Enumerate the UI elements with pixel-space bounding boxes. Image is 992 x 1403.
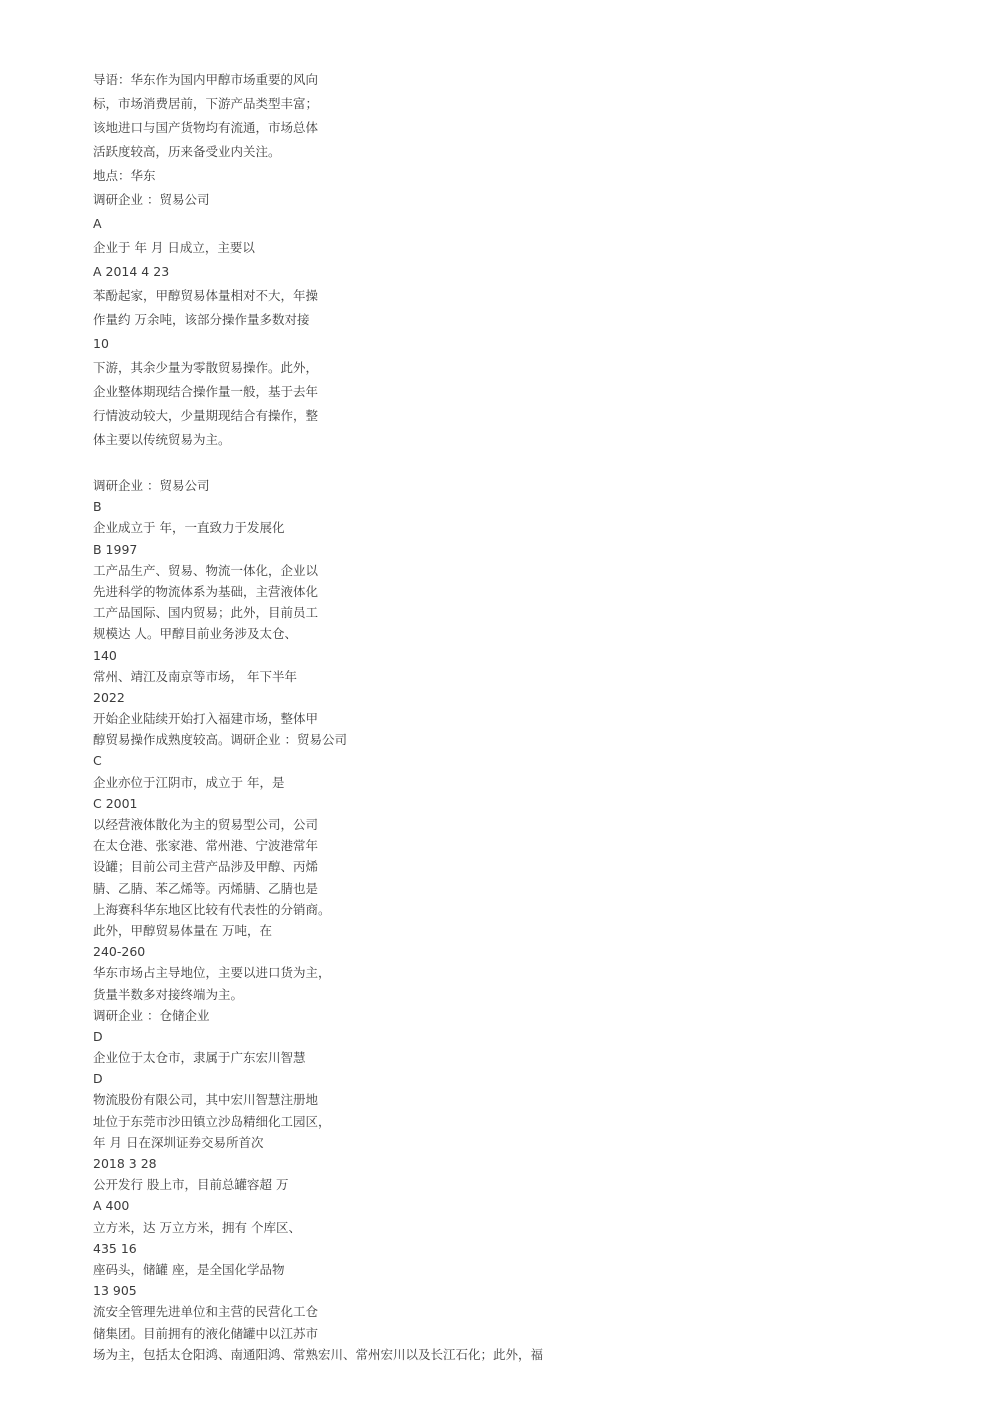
- section-company-b-c-d: [93, 475, 613, 1365]
- section-intro-company-a: [93, 68, 613, 452]
- text-line: 常州、靖江及南京等市场， 年下半年: [93, 668, 297, 684]
- text-line: 企业亦位于江阴市，成立于 年，是: [93, 774, 285, 790]
- text-line: 场为主，包括太仓阳鸿、南通阳鸿、常熟宏川、常州宏川以及长江石化；此外，福: [93, 1346, 544, 1362]
- text-line: 苯酚起家，甲醇贸易体量相对不大，年操: [93, 288, 319, 303]
- text-line: 开始企业陆续开始打入福建市场，整体甲: [93, 711, 319, 727]
- text-line: A 400: [93, 1198, 130, 1214]
- text-line: 醇贸易操作成熟度较高。调研企业 ：贸易公司: [93, 732, 347, 748]
- text-line: 调研企业 ：贸易公司: [93, 478, 210, 493]
- text-line: 活跃度较高，历来备受业内关注。: [93, 144, 281, 159]
- text-line: 腈、乙腈、苯乙烯等。丙烯腈、乙腈也是: [93, 880, 319, 896]
- text-line: 立方米，达 万立方米，拥有 个库区、: [93, 1219, 301, 1235]
- text-line: B 1997: [93, 541, 138, 557]
- text-line: 座码头，储罐 座，是全国化学品物: [93, 1261, 285, 1277]
- text-line: 企业成立于 年，一直致力于发展化: [93, 520, 285, 536]
- text-line: C: [93, 753, 102, 769]
- text-line: 先进科学的物流体系为基础，主营液体化: [93, 583, 319, 599]
- text-line: B: [93, 499, 102, 515]
- text-line: 该地进口与国产货物均有流通，市场总体: [93, 120, 319, 135]
- text-line: 13 905: [93, 1283, 137, 1299]
- text-line: 设罐；目前公司主营产品涉及甲醇、丙烯: [93, 859, 319, 875]
- section-gap: [93, 452, 613, 475]
- text-line: 体主要以传统贸易为主。: [93, 432, 231, 447]
- text-line: 以经营液体散化为主的贸易型公司，公司: [93, 817, 319, 832]
- text-line: 作量约 万余吨，该部分操作量多数对接: [93, 312, 310, 327]
- text-line: 在太仓港、张家港、常州港、宁波港常年: [93, 838, 319, 854]
- text-line: 行情波动较大，少量期现结合有操作，整: [93, 408, 319, 423]
- text-line: 华东市场占主导地位，主要以进口货为主，: [93, 965, 331, 981]
- text-line: 地点：华东: [93, 168, 156, 183]
- text-line: 2018 3 28: [93, 1156, 157, 1171]
- text-line: 240-260: [93, 944, 146, 960]
- text-line: 2022: [93, 689, 125, 705]
- text-line: 货量半数多对接终端为主。: [93, 986, 244, 1002]
- text-line: C 2001: [93, 795, 138, 811]
- text-line: 调研企业 ：贸易公司: [93, 192, 210, 207]
- text-line: 企业位于太仓市，隶属于广东宏川智慧: [93, 1050, 306, 1066]
- text-line: 调研企业 ：仓储企业: [93, 1007, 210, 1023]
- text-line: A 2014 4 23: [93, 264, 170, 279]
- document-page: [93, 68, 613, 1365]
- text-line: 工产品生产、贸易、物流一体化，企业以: [93, 562, 319, 578]
- text-line: 公开发行 股上市，目前总罐容超 万: [93, 1177, 289, 1193]
- text-line: 10: [93, 336, 109, 351]
- text-line: 企业于 年 月 日成立，主要以: [93, 240, 255, 255]
- text-line: 规模达 人。甲醇目前业务涉及太仓、: [93, 626, 297, 642]
- text-line: A: [93, 216, 102, 231]
- text-line: 导语：华东作为国内甲醇市场重要的风向: [93, 72, 319, 87]
- text-line: 435 16: [93, 1240, 137, 1256]
- text-line: D: [93, 1071, 103, 1087]
- text-line: 流安全管理先进单位和主营的民营化工仓: [93, 1304, 319, 1320]
- text-line: 址位于东莞市沙田镇立沙岛精细化工园区，: [93, 1113, 331, 1129]
- text-line: 上海赛科华东地区比较有代表性的分销商。: [93, 901, 331, 917]
- text-line: 下游，其余少量为零散贸易操作。此外，: [93, 360, 319, 375]
- text-line: 140: [93, 647, 117, 663]
- text-line: 工产品国际、国内贸易；此外，目前员工: [93, 605, 319, 621]
- text-line: 年 月 日在深圳证券交易所首次: [93, 1134, 264, 1150]
- text-line: 物流股份有限公司，其中宏川智慧注册地: [93, 1092, 319, 1108]
- text-line: D: [93, 1028, 103, 1044]
- text-line: 标，市场消费居前，下游产品类型丰富；: [93, 96, 319, 111]
- text-line: 企业整体期现结合操作量一般，基于去年: [93, 384, 319, 399]
- text-line: 此外，甲醇贸易体量在 万吨，在: [93, 922, 272, 938]
- text-line: 储集团。目前拥有的液化储罐中以江苏市: [93, 1325, 319, 1341]
